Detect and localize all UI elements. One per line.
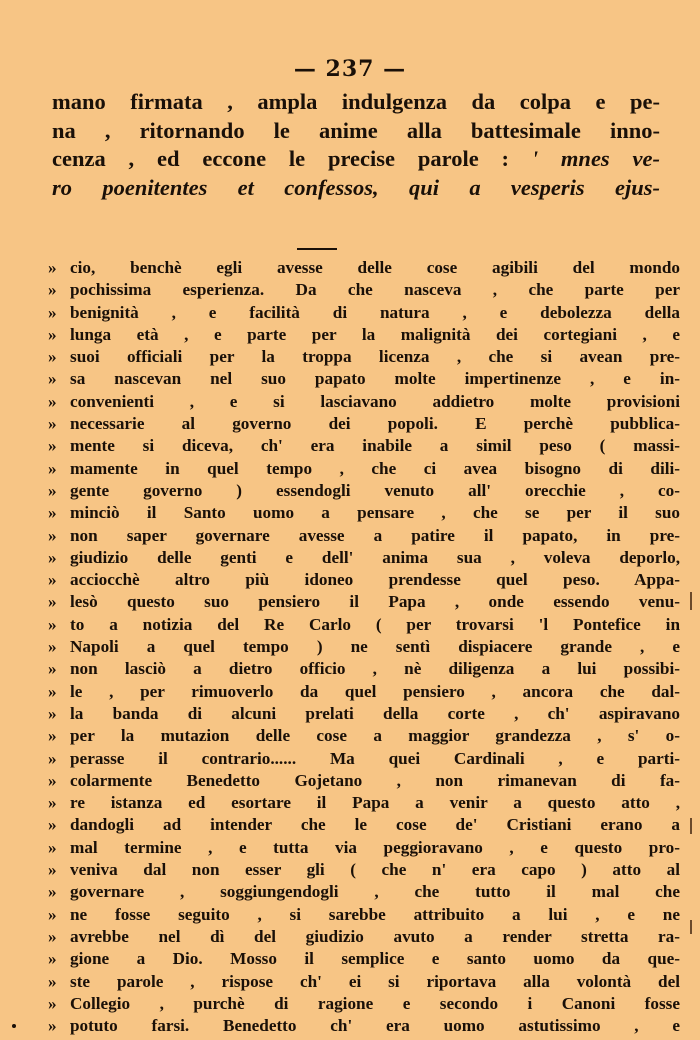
quote-line <box>48 993 680 1015</box>
quote-line <box>48 658 680 680</box>
main-line <box>52 145 660 174</box>
quote-line <box>48 480 680 502</box>
quote-guillemet: » <box>48 971 57 991</box>
quote-line-text: non lasciò a dietro officio , nè diligenza a lui possibi- <box>70 659 680 679</box>
quote-line-text: Collegio , purchè di ragione e secondo i Canoni fosse <box>70 993 680 1013</box>
quote-line-text: minciò il Santo uomo a pensare , che se per il suo <box>70 503 680 523</box>
quote-guillemet: » <box>48 1016 57 1036</box>
quote-line-text: suoi officiali per la troppa licenza , che si avean pre- <box>70 347 680 367</box>
quote-guillemet: » <box>48 480 57 500</box>
edge-mark <box>690 592 692 610</box>
quote-guillemet: » <box>48 614 57 634</box>
quote-guillemet: » <box>48 570 57 590</box>
quote-guillemet: » <box>48 592 57 612</box>
quote-line <box>48 302 680 324</box>
quote-guillemet: » <box>48 324 57 344</box>
quote-line-text: non saper governare avesse a patire il papato, in pre- <box>70 525 680 545</box>
quote-line <box>48 971 680 993</box>
quote-line <box>48 926 680 948</box>
edge-mark <box>690 920 692 934</box>
quote-line-text: cio, benchè egli avesse delle cose agibili del mondo <box>70 258 680 277</box>
quote-line-text: dandogli ad intender che le cose de' Cristiani erano a <box>70 815 680 835</box>
quote-guillemet: » <box>48 949 57 969</box>
quote-guillemet: » <box>48 458 57 478</box>
quote-line-text: la banda di alcuni prelati della corte , ch' aspiravano <box>70 703 680 723</box>
quote-line <box>48 948 680 970</box>
quote-line <box>48 792 680 814</box>
quote-guillemet: » <box>48 347 57 367</box>
quote-guillemet: » <box>48 748 57 768</box>
quote-guillemet: » <box>48 793 57 813</box>
quote-line <box>48 881 680 903</box>
quote-line <box>48 748 680 770</box>
quote-line-text: to a notizia del Re Carlo ( per trovarsi 'l Pontefice in <box>70 614 680 634</box>
quote-line <box>48 257 680 279</box>
quote-line-text: gione a Dio. Mosso il semplice e santo uomo da que- <box>70 949 680 969</box>
quote-guillemet: » <box>48 436 57 456</box>
quote-line-text: gente governo ) essendogli venuto all' orecchie , co- <box>70 480 680 500</box>
quote-line <box>48 368 680 390</box>
quote-line-text: mente si diceva, ch' era inabile a simil peso ( massi- <box>70 436 680 456</box>
quote-line-text: mamente in quel tempo , che ci avea bisogno di dili- <box>70 458 680 478</box>
quote-line <box>48 525 680 547</box>
quote-guillemet: » <box>48 703 57 723</box>
quote-line-text: le , per rimuoverlo da quel pensiero , ancora che dal- <box>70 681 680 701</box>
quote-line-text: avrebbe nel dì del giudizio avuto a render stretta ra- <box>70 926 680 946</box>
quote-line-text: lunga età , e parte per la malignità dei cortegiani , e <box>70 324 680 344</box>
quote-line-text: veniva dal non esser gli ( che n' era capo ) atto al <box>70 860 680 880</box>
quote-line-text: Napoli a quel tempo ) ne sentì dispiacere grande , e <box>70 637 680 657</box>
quote-line-text: pochissima esperienza. Da che nasceva , che parte per <box>70 280 680 300</box>
quote-line <box>48 435 680 457</box>
quote-line-text: benignità , e facilità di natura , e debolezza della <box>70 302 680 322</box>
quote-guillemet: » <box>48 770 57 790</box>
quote-guillemet: » <box>48 659 57 679</box>
main-line: mano firmata , ampla indulgenza da colpa e pe- <box>52 89 660 114</box>
quote-line <box>48 346 680 368</box>
quote-guillemet: » <box>48 414 57 434</box>
quote-guillemet: » <box>48 525 57 545</box>
quote-guillemet: » <box>48 503 57 523</box>
quote-line <box>48 636 680 658</box>
page-number: — 237 — <box>293 56 407 82</box>
quote-line-text: sa nascevan nel suo papato molte impertinenze , e in- <box>70 369 680 389</box>
main-paragraph <box>52 88 660 202</box>
quote-line-text: lesò questo suo pensiero il Papa , onde essendo venu- <box>70 592 680 612</box>
quote-guillemet: » <box>48 882 57 902</box>
quote-line-text: convenienti , e si lasciavano addietro molte provisioni <box>70 391 680 411</box>
quote-line-text: governare , soggiungendogli , che tutto il mal che <box>70 882 680 902</box>
quote-guillemet: » <box>48 993 57 1013</box>
quote-line-text: mal termine , e tutta via peggioravano , e questo pro- <box>70 837 680 857</box>
quote-line <box>48 814 680 836</box>
main-line-roman: cenza , ed eccone le precise parole : <box>52 146 532 171</box>
quote-line <box>48 614 680 636</box>
quote-line <box>48 547 680 569</box>
quote-guillemet: » <box>48 547 57 567</box>
quote-line-text: perasse il contrario...... Ma quei Cardinali , e parti- <box>70 748 680 768</box>
quote-guillemet: » <box>48 637 57 657</box>
quote-line <box>48 591 680 613</box>
latin-quote-line: ro poenitentes et confessos, qui a vesperis ejus- <box>52 174 660 200</box>
quote-line <box>48 324 680 346</box>
quote-line-text: acciocchè altro più idoneo prendesse quel peso. Appa- <box>70 570 680 590</box>
quote-guillemet: » <box>48 681 57 701</box>
main-line: na , ritornando le anime alla battesimale inno- <box>52 117 660 143</box>
footnote-quote-block <box>48 257 680 1037</box>
quote-line <box>48 502 680 524</box>
quote-line-text: per la mutazion delle cose a maggior grandezza , s' o- <box>70 726 680 746</box>
quote-guillemet: » <box>48 258 57 277</box>
quote-guillemet: » <box>48 815 57 835</box>
quote-guillemet: » <box>48 837 57 857</box>
quote-line <box>48 703 680 725</box>
quote-line-text: ste parole , rispose ch' ei si riportava alla volontà del <box>70 971 680 991</box>
ink-speck <box>12 1024 16 1028</box>
edge-mark <box>690 818 692 834</box>
quote-line <box>48 413 680 435</box>
quote-guillemet: » <box>48 926 57 946</box>
quote-line <box>48 391 680 413</box>
section-rule <box>297 248 337 250</box>
quote-guillemet: » <box>48 726 57 746</box>
quote-line-text: ne fosse seguito , si sarebbe attribuito a lui , e ne <box>70 904 680 924</box>
quote-line <box>48 458 680 480</box>
quote-guillemet: » <box>48 302 57 322</box>
quote-line-text: re istanza ed esortare il Papa a venir a questo atto , <box>70 793 680 813</box>
quote-line <box>48 904 680 926</box>
quote-line <box>48 837 680 859</box>
quote-line <box>48 681 680 703</box>
quote-line-text: potuto farsi. Benedetto ch' era uomo astutissimo , e <box>70 1016 680 1036</box>
quote-line-text: giudizio delle genti e dell' anima sua , voleva deporlo, <box>70 547 680 567</box>
quote-line-text: necessarie al governo dei popoli. E perchè pubblica- <box>70 414 680 434</box>
latin-quote-start: ' mnes ve- <box>531 146 660 171</box>
quote-guillemet: » <box>48 369 57 389</box>
quote-line <box>48 770 680 792</box>
quote-guillemet: » <box>48 391 57 411</box>
quote-guillemet: » <box>48 280 57 300</box>
quote-line-text: colarmente Benedetto Gojetano , non rimanevan di fa- <box>70 770 680 790</box>
quote-line <box>48 569 680 591</box>
quote-line <box>48 725 680 747</box>
quote-line <box>48 1015 680 1037</box>
quote-line <box>48 859 680 881</box>
quote-guillemet: » <box>48 904 57 924</box>
quote-line <box>48 279 680 301</box>
quote-guillemet: » <box>48 860 57 880</box>
